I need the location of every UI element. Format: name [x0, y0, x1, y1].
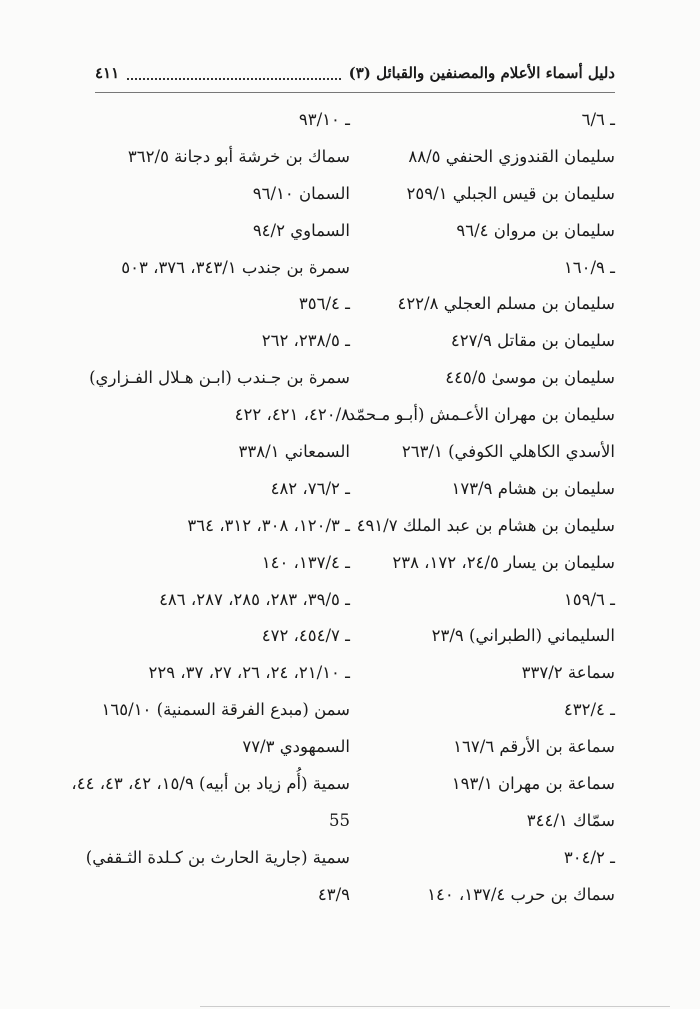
index-entry: سليمان بن يسار ٢٤/٥، ١٧٢، ٢٣٨: [392, 552, 615, 572]
index-entry: ـ ٤٣٢/٤: [563, 700, 615, 720]
index-entry: السمان ٩٦/١٠: [252, 183, 350, 203]
index-entry: السليماني (الطبراني) ٢٣/٩: [431, 626, 615, 646]
index-entry: السمهودي ٧٧/٣: [242, 737, 350, 757]
index-entry: ٤٢٠/٨، ٤٢١، ٤٢٢: [234, 405, 350, 425]
index-entry: ـ ١٥٩/٦: [563, 589, 615, 609]
index-entry: سليمان بن مسلم العجلي ٤٢٢/٨: [397, 294, 615, 314]
index-entry: سليمان بن مروان ٩٦/٤: [456, 220, 615, 240]
index-entry: سمرة بن جـندب (ابـن هـلال الفـزاري): [89, 368, 350, 388]
index-entry: سليمان بن مهران الأعـمش (أبـو مـحمّد: [347, 405, 615, 425]
index-entry: ـ ٦/٦: [581, 110, 615, 129]
index-entry: ـ ٢٣٨/٥، ٢٦٢: [261, 331, 350, 351]
index-entry: سماك بن حرب ١٣٧/٤، ١٤٠: [427, 884, 615, 904]
page-number: ٤١١: [95, 64, 120, 82]
index-entry: سمية (أُم زياد بن أبيه) ١٥/٩، ٤٢، ٤٣، ٤٤،: [71, 774, 350, 794]
index-entry: سماعة بن مهران ١٩٣/١: [451, 774, 615, 794]
index-entry: سمّاك ٣٤٤/١: [526, 810, 615, 830]
index-entry: ـ ١٢٠/٣، ٣٠٨، ٣١٢، ٣٦٤: [187, 515, 350, 535]
index-entry: ـ ٤٥٤/٧، ٤٧٢: [261, 626, 350, 646]
index-entry: السماوي ٩٤/٢: [252, 220, 350, 240]
page-header: [95, 58, 615, 88]
index-entry: سليمان بن قيس الجبلي ٢٥٩/١: [406, 183, 615, 203]
index-entry: السمعاني ٣٣٨/١: [238, 442, 350, 462]
index-entry: الأسدي الكاهلي الكوفي) ٢٦٣/١: [401, 442, 615, 462]
index-entry: ـ ١٦٠/٩: [563, 257, 615, 277]
header-dot-leader: [127, 66, 340, 80]
index-entry: ٤٣/٩: [317, 884, 350, 904]
index-entry: سليمان بن هشام ١٧٣/٩: [451, 478, 615, 498]
index-entry: سماعة ٣٣٧/٢: [521, 663, 615, 683]
index-entry: سماك بن خرشة أبو دجانة ٣٦٢/٥: [127, 146, 350, 166]
index-entry: سليمان بن مقاتل ٤٢٧/٩: [450, 331, 615, 351]
header-rule: [95, 92, 615, 93]
index-entry: سمرة بن جندب ٣٤٣/١، ٣٧٦، ٥٠٣: [121, 257, 350, 277]
index-entry: سمن (مبدع الفرقة السمنية) ١٦٥/١٠: [101, 700, 350, 720]
index-entry: ـ ٩٣/١٠: [298, 110, 350, 129]
index-entry: ـ ٣٩/٥، ٢٨٣، ٢٨٥، ٢٨٧، ٤٨٦: [159, 589, 350, 609]
index-entry: 55: [329, 810, 350, 830]
index-entry: ـ ٣٥٦/٤: [298, 294, 350, 314]
index-column-left: [71, 102, 350, 914]
index-entry: سليمان بن هشام بن عبد الملك ٤٩١/٧: [356, 515, 615, 535]
index-entry: سليمان القندوزي الحنفي ٨٨/٥: [408, 146, 615, 166]
index-entry: ـ ٢١/١٠، ٢٤، ٢٦، ٢٧، ٣٧، ٢٢٩: [148, 663, 350, 683]
index-entry: سمية (جارية الحارث بن كـلدة الثـقفي): [85, 847, 350, 867]
index-entry: سماعة بن الأرقم ١٦٧/٦: [453, 737, 615, 757]
header-title: دليل أسماء الأعلام والمصنفين والقبائل (٣): [348, 64, 615, 82]
index-entry: سليمان بن موسىٰ ٤٤٥/٥: [445, 368, 615, 388]
index-entry: ـ ١٣٧/٤، ١٤٠: [261, 552, 350, 572]
index-entry: ـ ٣٠٤/٢: [563, 847, 615, 867]
page-bottom-edge: [200, 1006, 670, 1007]
index-entry: ـ ٧٦/٢، ٤٨٢: [270, 478, 350, 498]
index-column-right: [347, 102, 615, 914]
